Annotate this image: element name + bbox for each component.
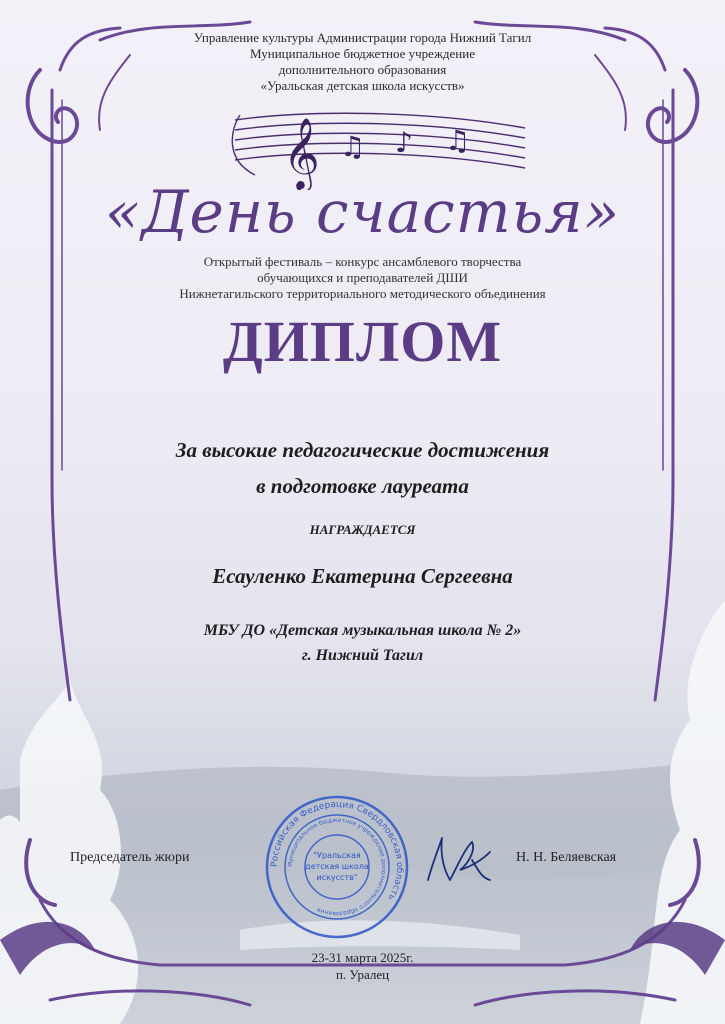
recipient-name: Есауленко Екатерина Сергеевна: [212, 564, 513, 588]
awarded-label: НАГРАЖДАЕТСЯ: [309, 522, 416, 537]
note-icon: ♫: [340, 130, 366, 163]
header-line-1: Управление культуры Администрации города Нижний Тагил: [193, 30, 532, 45]
award-reason-1: За высокие педагогические достижения: [175, 438, 550, 462]
header-line-2: Муниципальное бюджетное учреждение: [250, 46, 475, 61]
jury-chair-label: Председатель жюри: [70, 850, 190, 865]
official-stamp: [262, 792, 412, 942]
stamp-ring-outer: Российская Федерация Свердловская область: [269, 799, 405, 902]
handwritten-signature: [420, 830, 500, 890]
note-icon: ♪: [395, 126, 413, 159]
treble-clef-icon: 𝄞: [283, 116, 320, 189]
organization-line-1: МБУ ДО «Детская музыкальная школа № 2»: [203, 622, 522, 639]
event-subtitle-2: обучающихся и преподавателей ДШИ: [257, 270, 468, 285]
stamp-center-2: детская школа: [305, 862, 369, 871]
stamp-ring-inner: Муниципальное бюджетное учреждение дополнительного образования: [286, 816, 388, 918]
jury-chair-name: Н. Н. Беляевская: [516, 850, 617, 865]
diploma-heading: ДИПЛОМ: [222, 309, 503, 374]
event-subtitle-1: Открытый фестиваль – конкурс ансамблевого творчества: [203, 254, 522, 269]
music-staff-ornament: [225, 100, 535, 190]
event-dates: 23-31 марта 2025г.: [311, 950, 414, 965]
event-place: п. Уралец: [335, 967, 390, 982]
event-subtitle-3: Нижнетагильского территориального методического объединения: [179, 286, 546, 301]
stamp-center-1: "Уральская: [313, 851, 361, 860]
header-line-3: дополнительного образования: [278, 62, 447, 77]
stamp-center-3: искусств": [316, 873, 358, 882]
note-icon: ♫: [445, 124, 471, 157]
organization-line-2: г. Нижний Тагил: [301, 647, 424, 664]
event-title: «День счастья»: [104, 178, 621, 246]
award-reason-2: в подготовке лауреата: [256, 474, 469, 498]
header-line-4: «Уральская детская школа искусств»: [260, 78, 465, 93]
